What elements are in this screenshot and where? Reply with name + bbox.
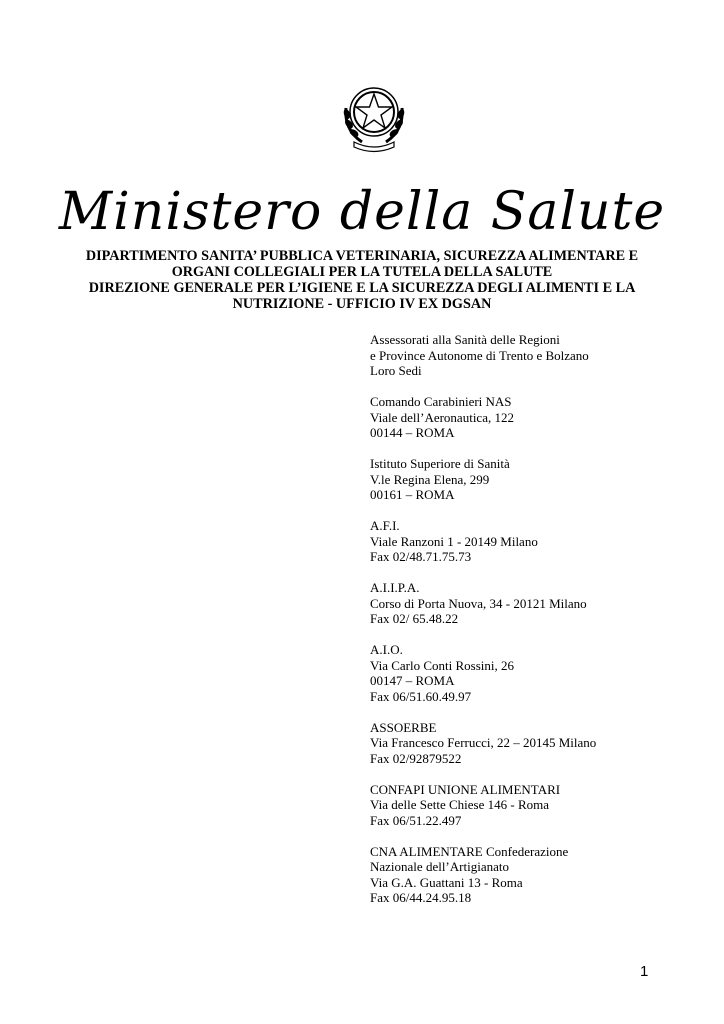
heading-line: DIPARTIMENTO SANITA’ PUBBLICA VETERINARIA, SICUREZZA ALIMENTARE E: [85, 248, 639, 264]
recipient-line: Comando Carabinieri NAS: [370, 394, 512, 409]
recipient-line: Fax 06/44.24.95.18: [370, 890, 472, 905]
recipient-line: ASSOERBE: [370, 719, 437, 735]
recipient-line: Fax 02/48.71.75.73: [370, 549, 472, 564]
recipient-line: V.le Regina Elena, 299: [370, 471, 490, 487]
recipient-line: A.I.I.P.A.: [370, 580, 420, 595]
recipient-line: Loro Sedi: [370, 363, 422, 378]
recipient-line: Corso di Porta Nuova, 34 - 20121 Milano: [370, 595, 587, 611]
republic-emblem: [336, 78, 412, 154]
recipient-block: [370, 394, 700, 441]
recipient-line: Fax 06/51.22.497: [370, 812, 462, 828]
recipient-line: A.I.O.: [370, 642, 403, 657]
heading-line: NUTRIZIONE - UFFICIO IV EX DGSAN: [232, 296, 492, 312]
ministry-name: Ministero della Salute: [58, 182, 666, 242]
recipient-line: 00144 – ROMA: [370, 425, 455, 440]
recipient-line: CNA ALIMENTARE Confederazione: [370, 843, 569, 859]
recipient-line: e Province Autonome di Trento e Bolzano: [370, 347, 589, 363]
recipient-line: Fax 06/51.60.49.97: [370, 688, 472, 704]
recipient-line: Assessorati alla Sanità delle Regioni: [370, 332, 560, 347]
recipient-block: [370, 456, 700, 503]
recipient-line: Via G.A. Guattani 13 - Roma: [370, 874, 523, 890]
recipient-line: CONFAPI UNIONE ALIMENTARI: [370, 781, 561, 797]
recipient-block: [370, 844, 700, 906]
heading-line: ORGANI COLLEGIALI PER LA TUTELA DELLA SALUTE: [171, 264, 553, 280]
recipient-block: [370, 580, 700, 627]
recipient-block: [370, 518, 700, 565]
recipient-block: [370, 642, 700, 704]
recipient-line: Via delle Sette Chiese 146 - Roma: [370, 797, 550, 812]
recipient-line: 00147 – ROMA: [370, 673, 455, 688]
recipient-block: [370, 720, 700, 767]
department-heading: [40, 248, 684, 312]
recipient-line: Fax 02/ 65.48.22: [370, 611, 459, 626]
recipient-line: Viale Ranzoni 1 - 20149 Milano: [370, 533, 538, 549]
recipient-line: Nazionale dell’Artigianato: [370, 859, 509, 874]
recipient-line: A.F.I.: [370, 518, 400, 533]
recipient-line: Fax 02/92879522: [370, 750, 462, 766]
recipient-block: [370, 782, 700, 829]
page-number: 1: [640, 963, 649, 980]
recipient-line: Viale dell’Aeronautica, 122: [370, 409, 514, 425]
heading-line: DIREZIONE GENERALE PER L’IGIENE E LA SICUREZZA DEGLI ALIMENTI E LA: [88, 280, 636, 296]
recipient-block: [370, 332, 700, 379]
recipient-line: Via Francesco Ferrucci, 22 – 20145 Milano: [370, 735, 597, 750]
recipient-list: [370, 332, 700, 921]
recipient-line: Via Carlo Conti Rossini, 26: [370, 657, 515, 673]
recipient-line: Istituto Superiore di Sanità: [370, 456, 510, 471]
recipient-line: 00161 – ROMA: [370, 487, 455, 502]
